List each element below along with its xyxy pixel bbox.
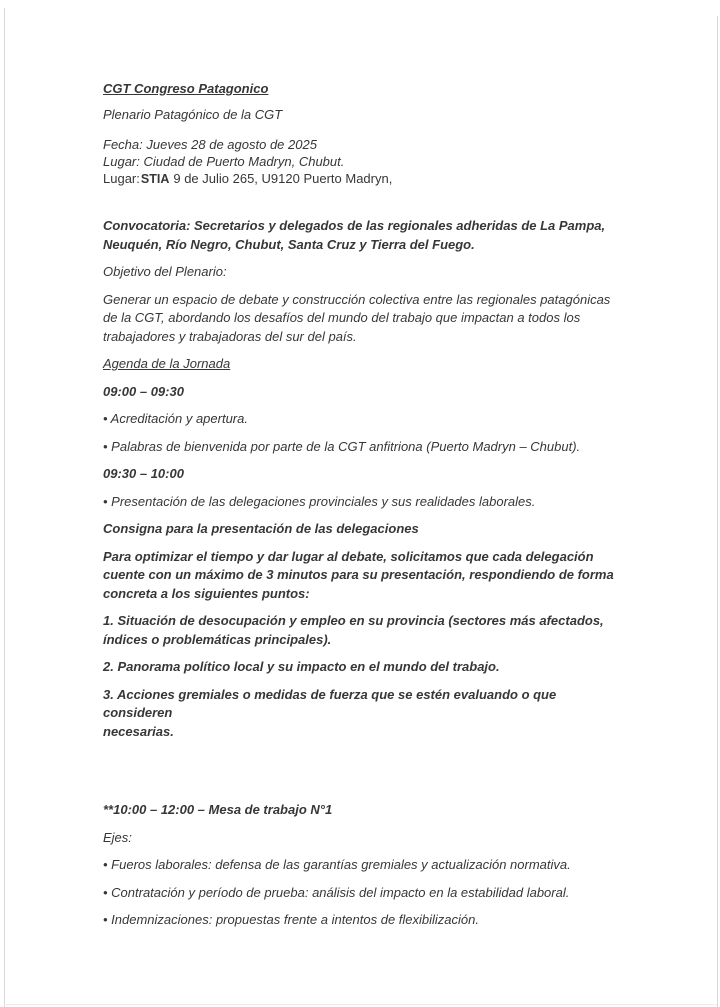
consigna-heading: Consigna para la presentación de las delegaciones	[103, 521, 419, 536]
consigna-paragraph	[103, 548, 623, 604]
convocatoria-line: Neuquén, Río Negro, Chubut, Santa Cruz y Tierra del Fuego.	[103, 236, 475, 252]
timeslot-2: 09:30 – 10:00	[103, 466, 184, 481]
convocatoria-paragraph	[103, 217, 623, 254]
objetivo-paragraph	[103, 291, 623, 347]
blank-space	[103, 750, 623, 801]
point-line: 3. Acciones gremiales o medidas de fuerza que se estén evaluando o que consideren	[103, 686, 557, 720]
objetivo-line: de la CGT, abordando los desafíos del mundo del trabajo que impactan a todos los	[103, 310, 581, 325]
lugar-prefix: Lugar:	[103, 171, 140, 186]
consigna-line: cuente con un máximo de 3 minutos para su presentación, respondiendo de forma	[103, 567, 614, 582]
fecha-line: Fecha: Jueves 28 de agosto de 2025	[103, 137, 317, 152]
document-content	[103, 80, 623, 939]
point-line: índices o problemáticas principales).	[103, 631, 332, 647]
consigna-line: concreta a los siguientes puntos:	[103, 585, 310, 601]
venue-org-name: STIA	[140, 172, 170, 186]
page-bottom-edge	[4, 1004, 717, 1005]
convocatoria-line: Convocatoria: Secretarios y delegados de las regionales adheridas de La Pampa,	[103, 218, 606, 233]
page-right-edge	[717, 16, 718, 1007]
event-details	[103, 136, 623, 188]
lugar-venue-line	[103, 170, 623, 188]
point-line: 1. Situación de desocupación y empleo en su provincia (sectores más afectados,	[103, 613, 604, 628]
mesa-heading: **10:00 – 12:00 – Mesa de trabajo N°1	[103, 802, 333, 817]
agenda-item: • Acreditación y apertura.	[103, 411, 248, 426]
agenda-item: • Palabras de bienvenida por parte de la CGT anfitriona (Puerto Madryn – Chubut).	[103, 438, 581, 454]
timeslot-1: 09:00 – 09:30	[103, 383, 184, 399]
agenda-item: • Presentación de las delegaciones provinciales y sus realidades laborales.	[103, 493, 536, 509]
objetivo-line: Generar un espacio de debate y construcción colectiva entre las regionales patagónicas	[103, 291, 611, 307]
document-title: CGT Congreso Patagonico	[103, 81, 269, 96]
ejes-label: Ejes:	[103, 829, 132, 845]
eje-item: • Fueros laborales: defensa de las garantías gremiales y actualización normativa.	[103, 857, 571, 872]
lugar-city-line: Lugar: Ciudad de Puerto Madryn, Chubut.	[103, 154, 345, 169]
venue-address: 9 de Julio 265, U9120 Puerto Madryn,	[173, 171, 393, 186]
consigna-point-1	[103, 612, 623, 649]
agenda-heading: Agenda de la Jornada	[103, 356, 231, 371]
page-left-edge	[4, 8, 5, 1007]
consigna-line: Para optimizar el tiempo y dar lugar al debate, solicitamos que cada delegación	[103, 548, 594, 564]
consigna-point-2: 2. Panorama político local y su impacto en el mundo del trabajo.	[103, 659, 500, 674]
eje-item: • Indemnizaciones: propuestas frente a intentos de flexibilización.	[103, 912, 479, 927]
eje-item: • Contratación y período de prueba: análisis del impacto en la estabilidad laboral.	[103, 884, 570, 900]
objetivo-line: trabajadores y trabajadoras del sur del país.	[103, 328, 357, 344]
document-subtitle: Plenario Patagónico de la CGT	[103, 106, 283, 122]
consigna-point-3	[103, 686, 623, 742]
point-line: necesarias.	[103, 723, 174, 739]
objetivo-label: Objetivo del Plenario:	[103, 264, 227, 279]
